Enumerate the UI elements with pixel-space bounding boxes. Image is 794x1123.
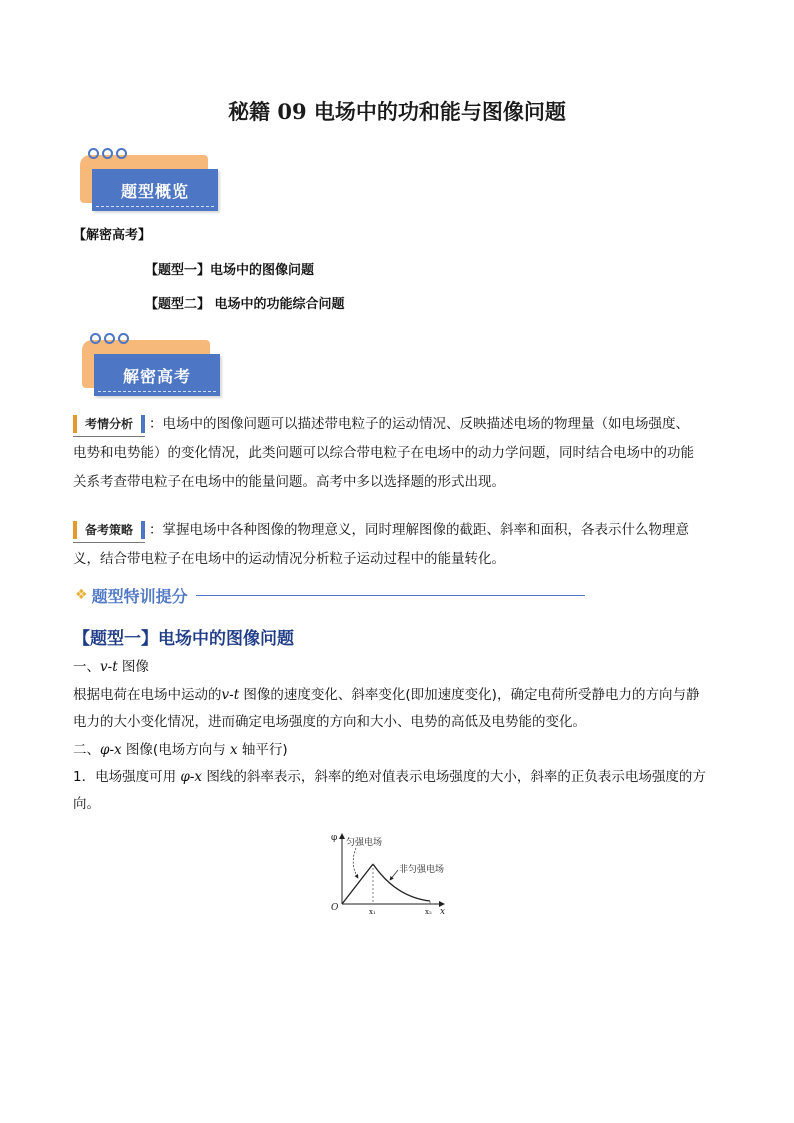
- banner-rings-icon: [90, 333, 129, 344]
- decrypt-banner-label: 解密高考: [94, 354, 220, 396]
- para1-line-1: 根据电荷在电场中运动的v-t 图像的速度变化、斜率变化(即加速度变化)，确定电荷所受静电力的方向与静: [73, 687, 700, 703]
- strategy-tag: 备考策略: [73, 521, 145, 539]
- analysis-tag: 考情分析: [73, 415, 145, 433]
- page-title: 秘籍 09 电场中的功和能与图像问题: [228, 99, 566, 124]
- nonuniform-pointer-arrow: [390, 870, 398, 880]
- analysis-line-2: 电势和电势能）的变化情况，此类问题可以综合带电粒子在电场中的动力学问题，同时结合电场中的功能: [73, 445, 694, 461]
- type-heading: 【题型一】电场中的图像问题: [73, 629, 294, 649]
- section-label: 题型特训提分: [91, 586, 188, 606]
- para1-line-2: 电力的大小变化情况，进而确定电场强度的方向和大小、电势的高低及电势能的变化。: [73, 714, 586, 730]
- strategy-line-1: ：掌握电场中各种图像的物理意义，同时理解图像的截距、斜率和面积，各表示什么物理意: [149, 522, 690, 538]
- subheading-1: 一、v-t 图像: [73, 659, 149, 675]
- phi-x-figure: [326, 828, 456, 918]
- x-axis-label: x: [440, 907, 446, 917]
- uniform-field-label: 匀强电场: [346, 838, 383, 848]
- uniform-segment: [342, 864, 373, 904]
- overview-banner: [80, 155, 230, 225]
- section-divider: [196, 595, 585, 596]
- analysis-line-3: 关系考查带电粒子在电场中的能量问题。高考中多以选择题的形式出现。: [73, 474, 505, 490]
- x1-label: x₁: [369, 908, 376, 916]
- decrypt-banner: [82, 340, 232, 410]
- banner-rings-icon: [88, 148, 127, 159]
- y-axis-label: φ: [331, 833, 338, 843]
- origin-label: O: [331, 903, 339, 913]
- analysis-paragraph: [73, 410, 733, 497]
- item1-line-2: 向。: [73, 796, 100, 812]
- analysis-line-1: ：电场中的图像问题可以描述带电粒子的运动情况、反映描述电场的物理量（如电场强度、: [149, 416, 690, 432]
- overview-heading: 【解密高考】: [73, 228, 152, 243]
- uniform-pointer-arrow: [353, 848, 358, 878]
- overview-banner-label: 题型概览: [92, 169, 218, 211]
- subheading-2: 二、φ-x 图像(电场方向与 x 轴平行): [73, 742, 288, 758]
- strategy-paragraph: [73, 516, 733, 574]
- nonuniform-field-label: 非匀强电场: [399, 865, 445, 875]
- item1-line-1: 1．电场强度可用 φ-x 图线的斜率表示，斜率的绝对值表示电场强度的大小，斜率的正负表示电场强度的方: [73, 769, 706, 785]
- strategy-line-2: 义，结合带电粒子在电场中的运动情况分析粒子运动过程中的能量转化。: [73, 551, 505, 567]
- overview-item-1: 【题型一】电场中的图像问题: [145, 263, 315, 278]
- x2-label: x₂: [425, 908, 432, 916]
- overview-item-2: 【题型二】 电场中的功能综合问题: [145, 297, 345, 312]
- diamond-icon: ❖: [75, 587, 88, 603]
- section-bar: [75, 583, 585, 607]
